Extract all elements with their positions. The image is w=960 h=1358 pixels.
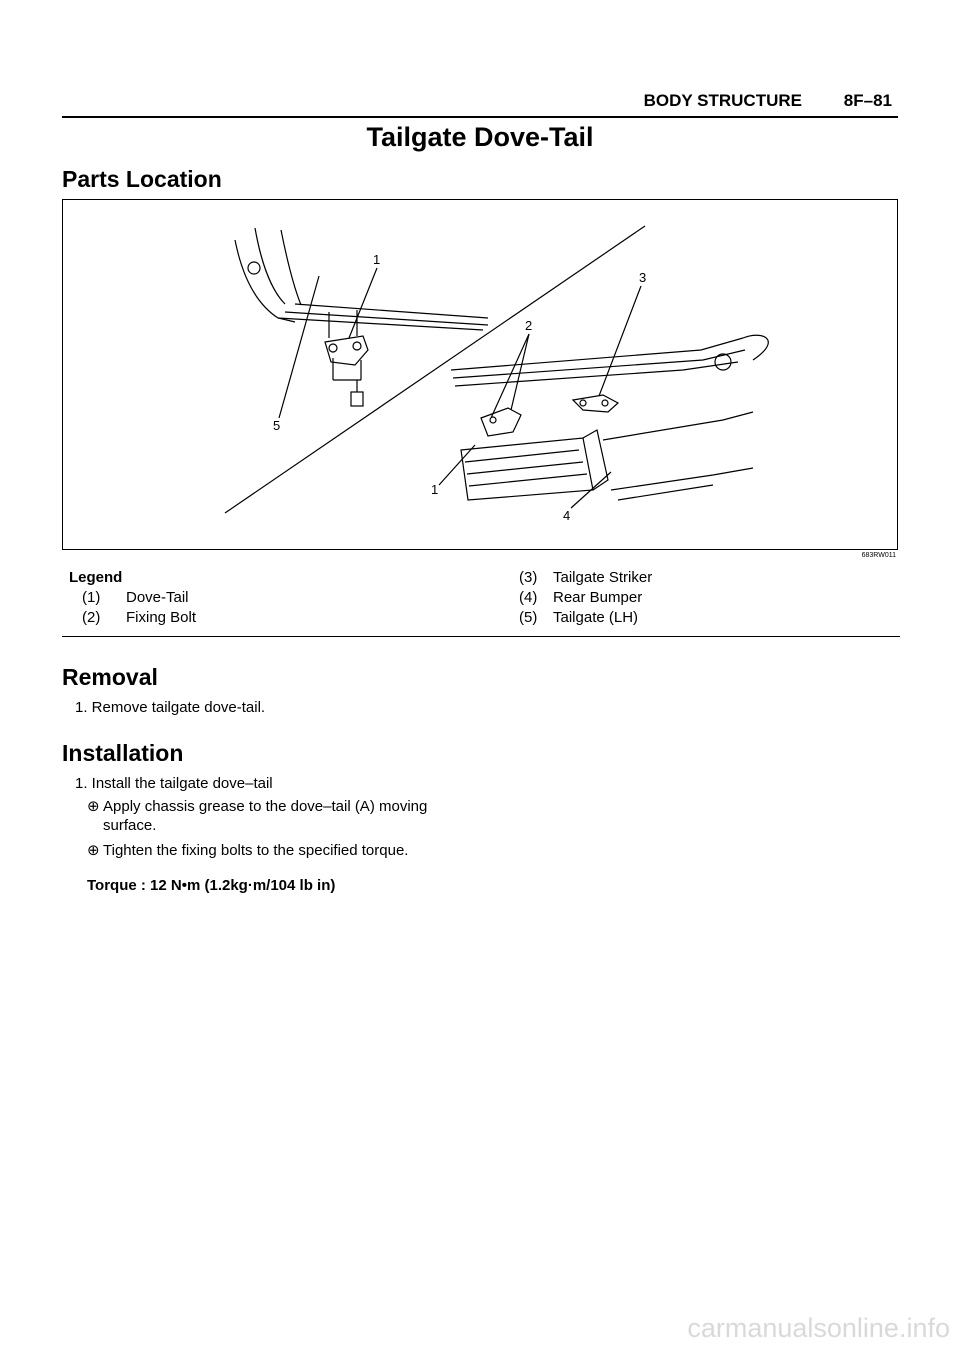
callout-3: 3 bbox=[639, 270, 647, 285]
bullet-icon: ⊕ bbox=[87, 798, 100, 815]
installation-bullet bbox=[87, 841, 467, 860]
callout-4: 4 bbox=[563, 508, 571, 523]
legend-item-rear-bumper bbox=[519, 589, 642, 606]
page-title: Tailgate Dove-Tail bbox=[366, 122, 594, 152]
header-section-title: BODY STRUCTURE bbox=[643, 91, 802, 110]
torque-spec: Torque : 12 N•m (1.2kg·m/104 lb in) bbox=[87, 877, 336, 894]
removal-step-1: 1. Remove tailgate dove-tail. bbox=[75, 699, 266, 716]
bullet-icon: ⊕ bbox=[87, 842, 100, 859]
callout-2: 2 bbox=[525, 318, 533, 333]
callout-1-upper: 1 bbox=[373, 252, 381, 267]
installation-step-1: 1. Install the tailgate dove–tail bbox=[75, 775, 273, 792]
legend-item-number: (2) bbox=[82, 609, 101, 626]
legend-title: Legend bbox=[69, 569, 123, 586]
header-page-number: 8F–81 bbox=[843, 91, 892, 110]
figure-code: 683RW011 bbox=[861, 552, 896, 559]
parts-location-figure bbox=[62, 199, 898, 550]
callout-5: 5 bbox=[273, 418, 281, 433]
legend-item-number: (3) bbox=[519, 569, 538, 586]
installation-heading: Installation bbox=[62, 740, 184, 766]
removal-heading: Removal bbox=[62, 664, 158, 690]
legend-item-number: (1) bbox=[82, 589, 101, 606]
legend-item-dove-tail bbox=[69, 589, 189, 606]
legend-item-tailgate-lh bbox=[519, 609, 638, 626]
legend-item-label: Tailgate (LH) bbox=[553, 609, 639, 626]
tailgate-illustration bbox=[63, 200, 897, 549]
legend-divider bbox=[62, 636, 900, 637]
bullet-text: Tighten the fixing bolts to the specified torque. bbox=[103, 842, 409, 859]
legend-item-number: (4) bbox=[519, 589, 538, 606]
installation-bullet bbox=[87, 797, 467, 835]
parts-location-heading: Parts Location bbox=[62, 166, 222, 192]
bullet-text: Apply chassis grease to the dove–tail (A) moving surface. bbox=[103, 798, 428, 834]
legend-item-label: Fixing Bolt bbox=[126, 609, 197, 626]
watermark: carmanualsonline.info bbox=[687, 1313, 950, 1343]
callout-1-lower: 1 bbox=[431, 482, 439, 497]
legend-item-label: Tailgate Striker bbox=[553, 569, 653, 586]
legend-item-fixing-bolt bbox=[69, 609, 196, 626]
legend-item-label: Rear Bumper bbox=[553, 589, 643, 606]
page-header bbox=[62, 88, 898, 118]
legend-item-number: (5) bbox=[519, 609, 538, 626]
legend-item-tailgate-striker bbox=[519, 569, 652, 586]
legend-item-label: Dove-Tail bbox=[126, 589, 189, 606]
